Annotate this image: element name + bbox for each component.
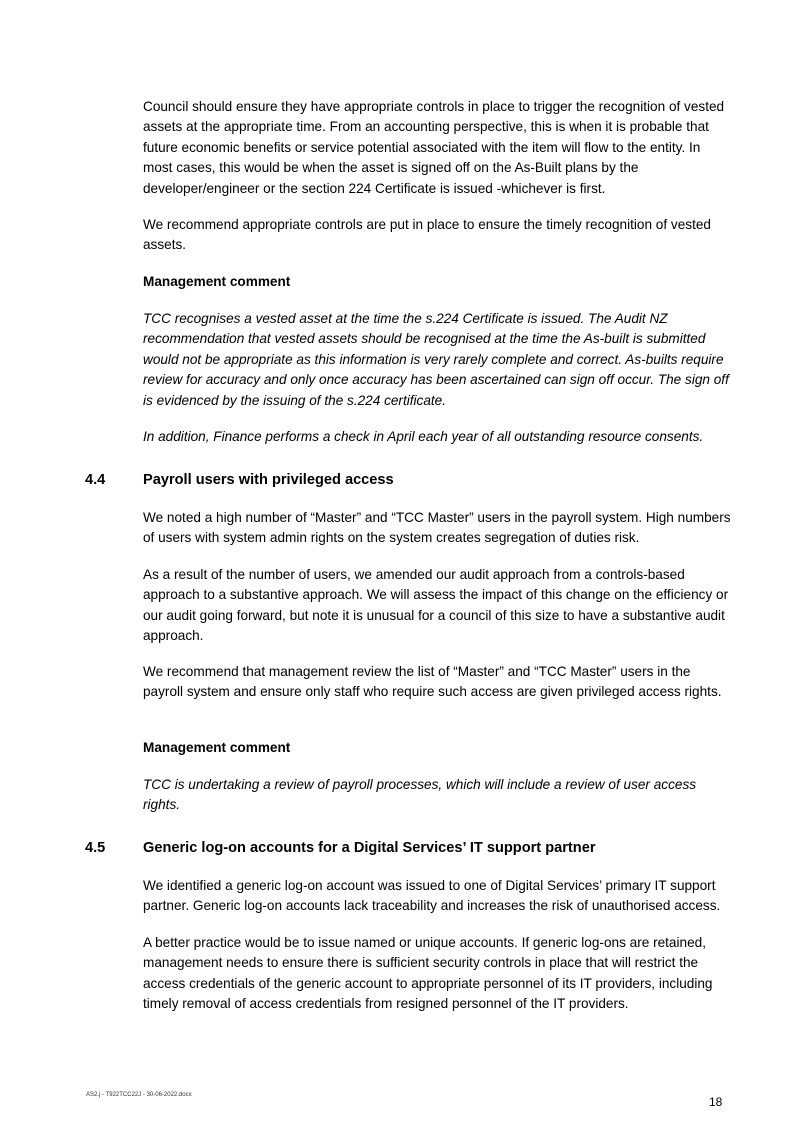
section-heading-4-4 xyxy=(85,470,394,490)
section-heading-4-5 xyxy=(85,838,596,858)
management-comment-paragraph: TCC is undertaking a review of payroll processes, which will include a review of user access rights. xyxy=(143,777,697,813)
page-number: 18 xyxy=(709,1095,723,1109)
management-comment-heading: Management comment xyxy=(143,274,291,289)
section-4-4-paragraph-2: As a result of the number of users, we amended our audit approach from a controls-based approach to a substantive approach. We will assess the impact of this change on the efficiency or our audit going forward, but note it is unusual for a council of this size to have a substantive audit approach. xyxy=(143,567,729,644)
section-4-5-paragraph-2: A better practice would be to issue named or unique accounts. If generic log-ons are retained, management needs to ensure there is sufficient security controls in place that will restrict the access credentials of the generic account to appropriate personnel of its IT providers, including timely removal of access credentials from resigned personnel of the IT providers. xyxy=(143,935,713,1012)
section-number: 4.5 xyxy=(85,840,106,856)
document-reference: AS2.j - T922TCC22J - 30-06-2022.docx xyxy=(86,1092,192,1098)
management-comment-heading: Management comment xyxy=(143,740,291,755)
section-4-4-paragraph-1: We noted a high number of “Master” and “TCC Master” users in the payroll system. High numbers of users with system admin rights on the system creates segregation of duties risk. xyxy=(143,510,731,546)
section-title: Payroll users with privileged access xyxy=(143,472,394,488)
intro-paragraph-2: We recommend appropriate controls are put in place to ensure the timely recognition of vested assets. xyxy=(143,217,711,253)
section-title: Generic log-on accounts for a Digital Services’ IT support partner xyxy=(143,840,596,856)
section-4-4-paragraph-3: We recommend that management review the list of “Master” and “TCC Master” users in the payroll system and ensure only staff who require such access are given privileged access rights. xyxy=(143,664,722,700)
management-comment-paragraph: In addition, Finance performs a check in April each year of all outstanding resource consents. xyxy=(143,429,704,444)
intro-paragraph-1: Council should ensure they have appropriate controls in place to trigger the recognition of vested assets at the appropriate time. From an accounting perspective, this is when it is probable that future economic benefits or service potential associated with the item will flow to the entity. In most cases, this would be when the asset is signed off on the As-Built plans by the developer/engineer or the section 224 Certificate is issued -whichever is first. xyxy=(143,99,725,196)
management-comment-paragraph: TCC recognises a vested asset at the time the s.224 Certificate is issued. The Audit NZ recommendation that vested assets should be recognised at the time the As-built is submitted would not be appropriate as this information is very rarely complete and correct. As-builts require review for accuracy and only once accuracy has been ascertained can sign off occur. The sign off is evidenced by the issuing of the s.224 certificate. xyxy=(143,311,729,408)
section-4-5-paragraph-1: We identified a generic log-on account was issued to one of Digital Services’ primary IT support partner. Generic log-on accounts lack traceability and increases the risk of unauthorised access. xyxy=(143,878,721,914)
section-number: 4.4 xyxy=(85,472,106,488)
